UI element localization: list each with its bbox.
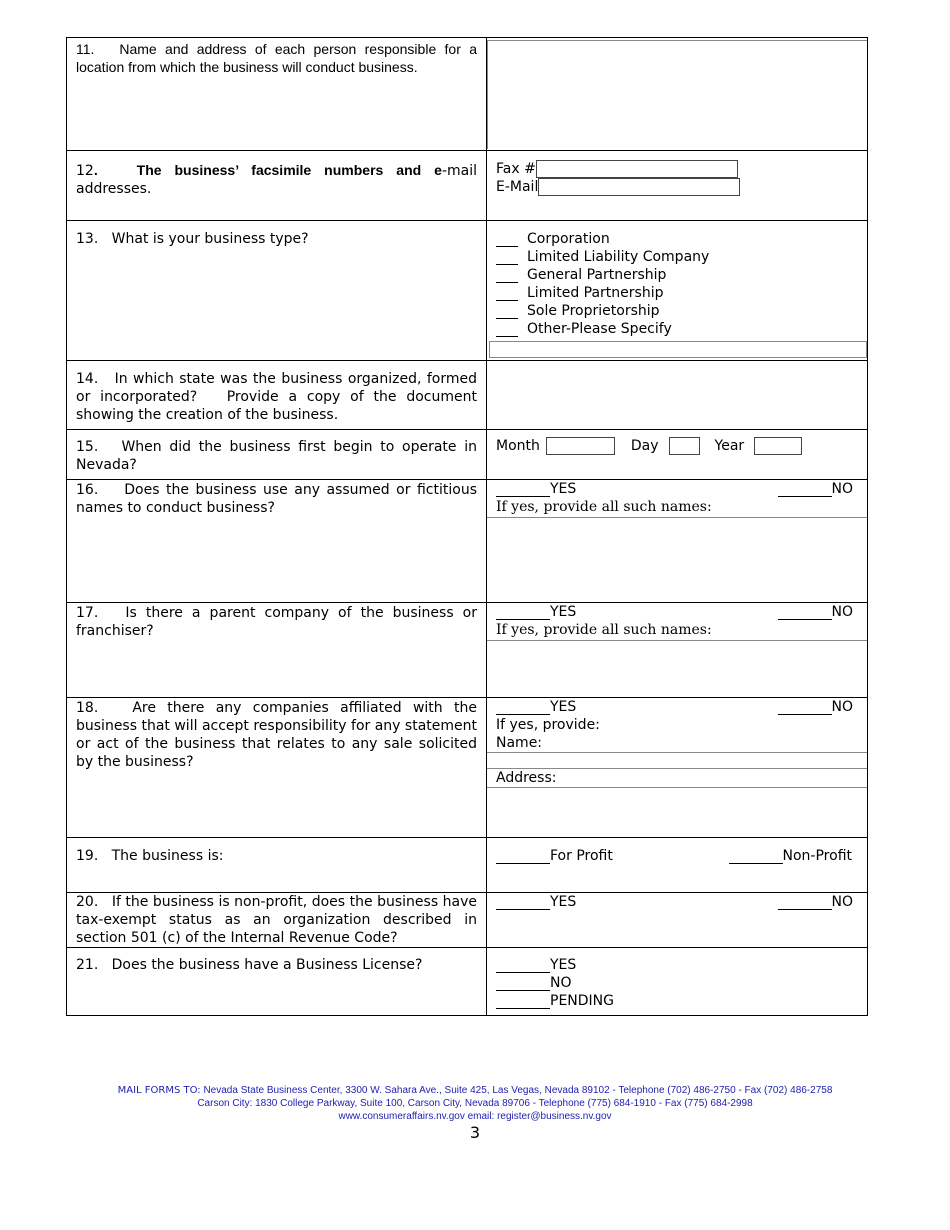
option-label: Limited Liability Company [527, 249, 710, 265]
pending-label: PENDING [550, 993, 614, 1009]
question-15-text: 15. When did the business first begin to operate in Nevada? [76, 439, 477, 473]
for-profit-label: For Profit [550, 848, 613, 864]
question-20 [67, 893, 487, 948]
option-llc[interactable] [496, 248, 858, 266]
name-label: Name: [496, 735, 543, 751]
day-label: Day [630, 438, 659, 454]
if-yes-label: If yes, provide all such names: [496, 622, 712, 638]
answer-21 [487, 948, 868, 1016]
checkbox-line[interactable] [496, 249, 518, 265]
option-label: Corporation [527, 231, 610, 247]
row-12 [67, 151, 868, 221]
if-yes-label: If yes, provide all such names: [496, 499, 712, 515]
month-label: Month [496, 438, 540, 454]
email-label: E-Mail [496, 179, 539, 195]
other-specify-input[interactable] [489, 341, 867, 358]
no-line[interactable] [778, 604, 832, 620]
row-17 [67, 603, 868, 698]
answer-12 [487, 151, 868, 221]
question-11-text: 11. Name and address of each person responsible for a location from which the business will conduct business. [76, 41, 477, 75]
question-19-text: 19. The business is: [76, 848, 224, 864]
checkbox-line[interactable] [496, 303, 518, 319]
fax-input[interactable] [536, 160, 738, 178]
footer-line-2 [0, 1097, 950, 1110]
question-16 [67, 480, 487, 603]
website-link[interactable]: www.consumeraffairs.nv.gov [338, 1111, 465, 1122]
answer-14-field[interactable] [487, 361, 868, 430]
names-16-input[interactable] [487, 517, 867, 602]
name-input[interactable] [487, 752, 867, 769]
option-other[interactable] [496, 320, 858, 338]
question-12-rest: -mail addresses. [76, 163, 477, 197]
option-limited-partnership[interactable] [496, 284, 858, 302]
question-21 [67, 948, 487, 1016]
answer-20 [487, 893, 868, 948]
carson-label: Carson City: [197, 1098, 253, 1109]
yes-line[interactable] [496, 894, 550, 910]
answer-17 [487, 603, 868, 698]
answer-18 [487, 698, 868, 838]
address-input[interactable] [487, 788, 867, 836]
answer-16 [487, 480, 868, 603]
question-12-bold: . The business’ facsimile numbers and e [93, 162, 442, 178]
row-19 [67, 838, 868, 893]
yes-line[interactable] [496, 699, 550, 715]
question-15 [67, 430, 487, 480]
mail-forms-label: MAIL FORMS TO: [117, 1085, 201, 1096]
question-21-text: 21. Does the business have a Business License? [76, 957, 423, 973]
answer-15 [487, 430, 868, 480]
email-link[interactable]: register@business.nv.gov [497, 1111, 612, 1122]
row-11 [67, 38, 868, 151]
for-profit-line[interactable] [496, 848, 550, 864]
no-label: NO [831, 894, 853, 910]
question-14-text: 14. In which state was the business organized, formed or incorporated? Provide a copy of the document showing the creation of the business. [76, 371, 477, 423]
no-line[interactable] [496, 975, 550, 991]
footer-address-1: Nevada State Business Center, 3300 W. Sahara Ave., Suite 425, Las Vegas, Nevada 89102 - Telephone (702) 486-2750 - Fax (702) 486-2758 [200, 1085, 833, 1096]
question-12 [67, 151, 487, 221]
row-16 [67, 480, 868, 603]
no-label: NO [831, 604, 853, 620]
yes-label: YES [550, 481, 577, 497]
names-17-input[interactable] [487, 640, 867, 696]
row-21 [67, 948, 868, 1016]
page-number: 3 [469, 1123, 481, 1142]
application-form-table [66, 37, 868, 1016]
yes-label: YES [550, 894, 577, 910]
answer-13 [487, 221, 868, 361]
yes-label: YES [550, 699, 577, 715]
checkbox-line[interactable] [496, 285, 518, 301]
yes-label: YES [550, 957, 577, 973]
no-line[interactable] [778, 481, 832, 497]
option-label: General Partnership [527, 267, 667, 283]
if-yes-provide-label: If yes, provide: [496, 717, 600, 733]
footer-line-1 [0, 1084, 950, 1097]
answer-19 [487, 838, 868, 893]
question-17 [67, 603, 487, 698]
answer-11-field[interactable] [487, 38, 868, 151]
footer-line-3 [0, 1110, 950, 1123]
year-label: Year [714, 438, 745, 454]
checkbox-line[interactable] [496, 231, 518, 247]
option-sole-proprietorship[interactable] [496, 302, 858, 320]
checkbox-line[interactable] [496, 267, 518, 283]
row-18 [67, 698, 868, 838]
row-15 [67, 430, 868, 480]
checkbox-line[interactable] [496, 321, 518, 337]
yes-line[interactable] [496, 481, 550, 497]
option-label: Limited Partnership [527, 285, 664, 301]
option-label: Sole Proprietorship [527, 303, 660, 319]
no-line[interactable] [778, 699, 832, 715]
fax-label: Fax # [496, 161, 536, 177]
yes-line[interactable] [496, 957, 550, 973]
pending-line[interactable] [496, 993, 550, 1009]
yes-line[interactable] [496, 604, 550, 620]
year-input[interactable] [754, 437, 802, 455]
question-13-text: 13. What is your business type? [76, 231, 309, 247]
yes-label: YES [550, 604, 577, 620]
question-18 [67, 698, 487, 838]
option-label: Other-Please Specify [527, 321, 672, 337]
footer [0, 1084, 950, 1123]
option-general-partnership[interactable] [496, 266, 858, 284]
question-12-number: 12 [76, 163, 94, 179]
no-line[interactable] [778, 894, 832, 910]
address-label: Address: [487, 769, 867, 788]
month-input[interactable] [546, 437, 615, 455]
question-16-text: 16. Does the business use any assumed or fictitious names to conduct business? [76, 482, 477, 516]
question-18-text: 18. Are there any companies affiliated with the business that will accept responsibility for any statement or act of the business that relates to any sale solicited by the business? [76, 700, 477, 770]
question-19 [67, 838, 487, 893]
no-label: NO [831, 699, 853, 715]
question-11 [67, 38, 487, 151]
question-20-text: 20. If the business is non-profit, does the business have tax-exempt status as an organization described in section 501 (c) of the Internal Revenue Code? [76, 894, 477, 946]
no-label: NO [831, 481, 853, 497]
question-13 [67, 221, 487, 361]
no-label: NO [550, 975, 572, 991]
question-17-text: 17. Is there a parent company of the business or franchiser? [76, 605, 477, 639]
footer-address-2: 1830 College Parkway, Suite 100, Carson City, Nevada 89706 - Telephone (775) 684-1910 - Fax (775) 684-2998 [252, 1098, 753, 1109]
row-14 [67, 361, 868, 430]
day-input[interactable] [669, 437, 700, 455]
non-profit-label: Non-Profit [782, 848, 852, 864]
option-corporation[interactable] [496, 230, 858, 248]
row-20 [67, 893, 868, 948]
email-input[interactable] [538, 178, 740, 196]
row-13 [67, 221, 868, 361]
non-profit-line[interactable] [729, 848, 783, 864]
email-text: email: [464, 1111, 498, 1122]
question-14 [67, 361, 487, 430]
